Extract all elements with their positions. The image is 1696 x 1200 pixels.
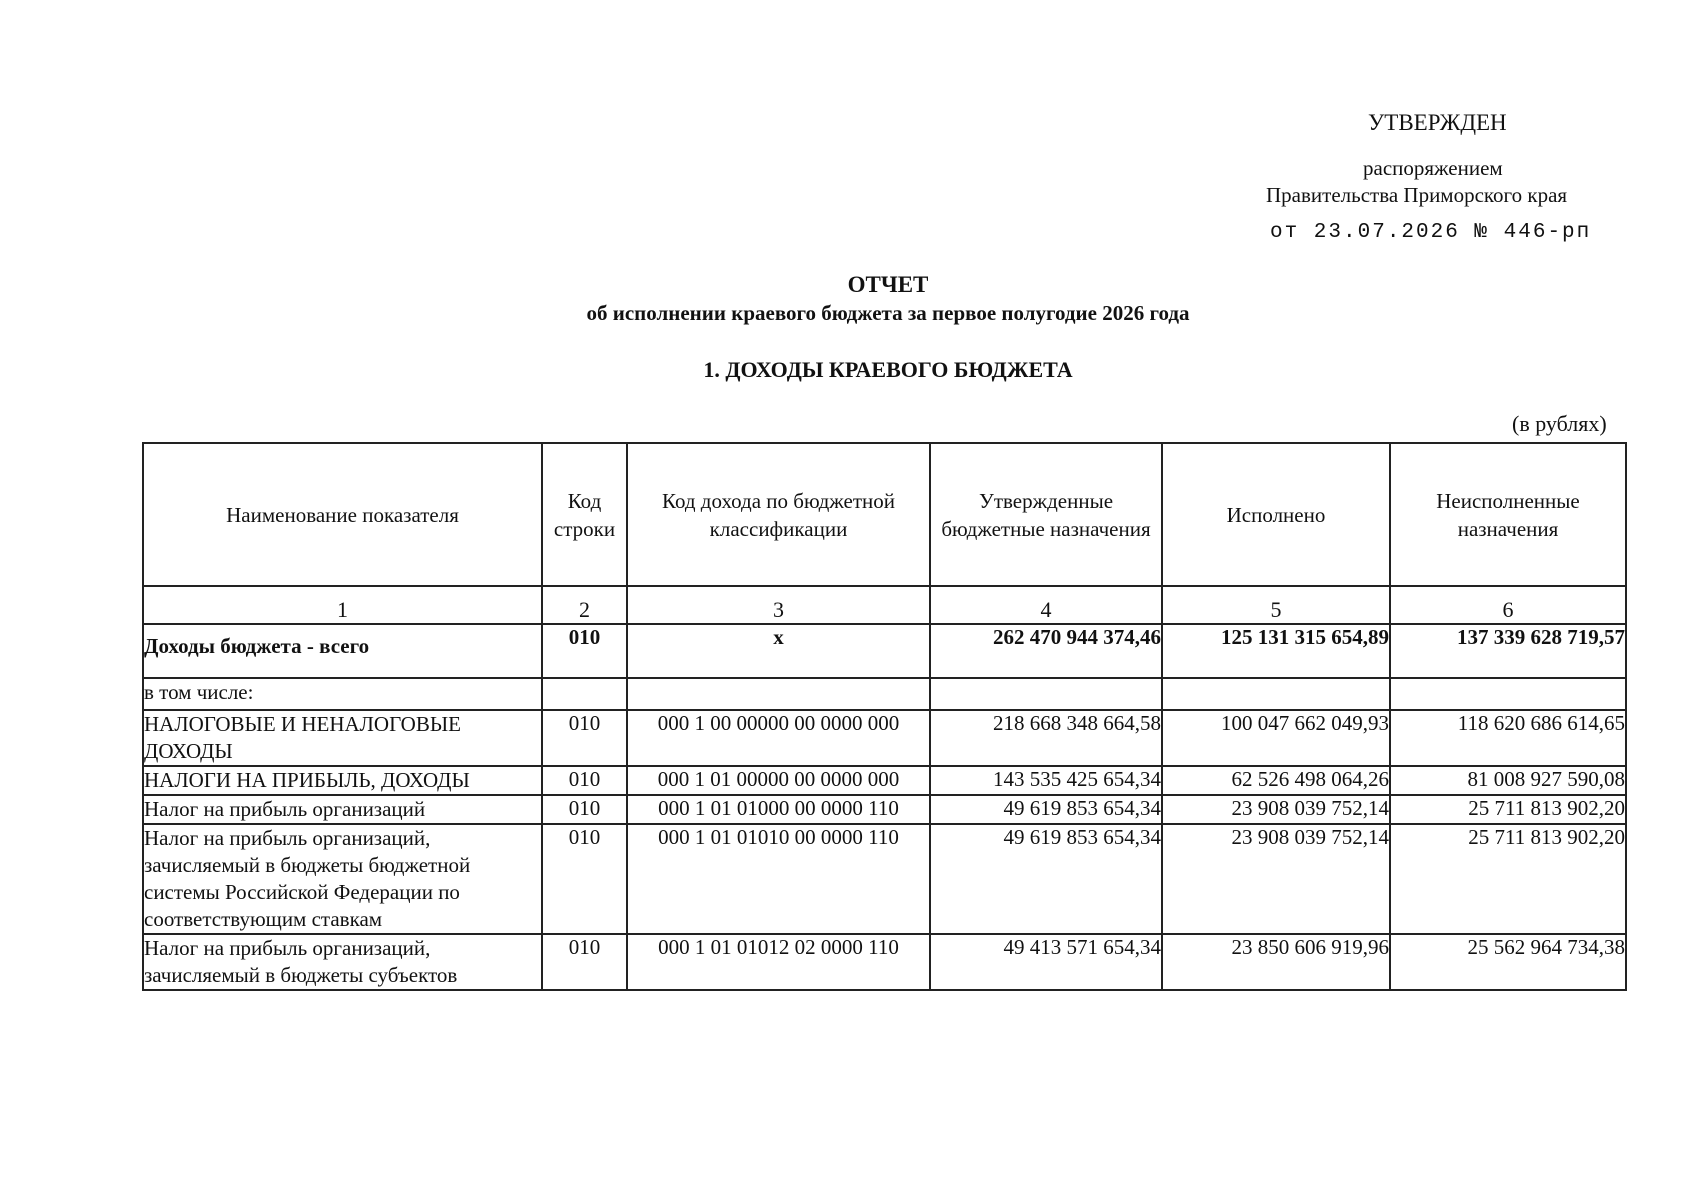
approval-line-2: Правительства Приморского края xyxy=(1266,183,1568,207)
table-row xyxy=(143,678,1626,710)
row-line-code: 010 xyxy=(542,824,627,934)
table-row xyxy=(143,766,1626,795)
row-executed: 23 850 606 919,96 xyxy=(1162,934,1390,990)
approval-date: от 23.07.2026 № 446-рп xyxy=(1270,221,1592,244)
row-unexecuted: 25 562 964 734,38 xyxy=(1390,934,1626,990)
row-executed: 23 908 039 752,14 xyxy=(1162,824,1390,934)
row-name: в том числе: xyxy=(143,678,542,710)
row-line-code: 010 xyxy=(542,934,627,990)
column-number: 6 xyxy=(1390,586,1626,624)
row-line-code: 010 xyxy=(542,624,627,678)
table-header-row xyxy=(143,443,1626,586)
row-income-code: 000 1 01 00000 00 0000 000 xyxy=(627,766,930,795)
header-income-code: Код дохода по бюджетной классификации xyxy=(627,443,930,586)
row-name: НАЛОГОВЫЕ И НЕНАЛОГОВЫЕ ДОХОДЫ xyxy=(143,710,542,766)
row-unexecuted: 25 711 813 902,20 xyxy=(1390,795,1626,824)
row-name: Налог на прибыль организаций xyxy=(143,795,542,824)
row-income-code: 000 1 01 01010 00 0000 110 xyxy=(627,824,930,934)
table-row xyxy=(143,624,1626,678)
row-income-code: 000 1 00 00000 00 0000 000 xyxy=(627,710,930,766)
header-line-code: Код строки xyxy=(542,443,627,586)
column-number: 4 xyxy=(930,586,1162,624)
row-income-code: 000 1 01 01012 02 0000 110 xyxy=(627,934,930,990)
column-number-row xyxy=(143,586,1626,624)
row-approved: 49 413 571 654,34 xyxy=(930,934,1162,990)
row-executed xyxy=(1162,678,1390,710)
row-unexecuted: 137 339 628 719,57 xyxy=(1390,624,1626,678)
column-number: 1 xyxy=(143,586,542,624)
report-subtitle: об исполнении краевого бюджета за первое полугодие 2026 года xyxy=(586,301,1190,325)
row-executed: 125 131 315 654,89 xyxy=(1162,624,1390,678)
row-name: Налог на прибыль организаций, зачисляемый в бюджеты субъектов xyxy=(143,934,542,990)
header-name: Наименование показателя xyxy=(143,443,542,586)
header-unexecuted: Неисполненные назначения xyxy=(1390,443,1626,586)
row-executed: 100 047 662 049,93 xyxy=(1162,710,1390,766)
row-name: НАЛОГИ НА ПРИБЫЛЬ, ДОХОДЫ xyxy=(143,766,542,795)
table-row xyxy=(143,824,1626,934)
row-unexecuted: 81 008 927 590,08 xyxy=(1390,766,1626,795)
table-row xyxy=(143,795,1626,824)
row-income-code: х xyxy=(627,624,930,678)
row-name: Доходы бюджета - всего xyxy=(143,624,542,678)
row-line-code: 010 xyxy=(542,766,627,795)
units-note: (в рублях) xyxy=(1512,411,1607,436)
column-number: 5 xyxy=(1162,586,1390,624)
row-approved xyxy=(930,678,1162,710)
row-approved: 262 470 944 374,46 xyxy=(930,624,1162,678)
row-executed: 62 526 498 064,26 xyxy=(1162,766,1390,795)
row-executed: 23 908 039 752,14 xyxy=(1162,795,1390,824)
row-approved: 143 535 425 654,34 xyxy=(930,766,1162,795)
row-approved: 49 619 853 654,34 xyxy=(930,795,1162,824)
row-name: Налог на прибыль организаций, зачисляемый в бюджеты бюджетной системы Российской Федерации по соответствующим ставкам xyxy=(143,824,542,934)
approval-title: УТВЕРЖДЕН xyxy=(1368,110,1507,135)
approval-stamp xyxy=(0,0,1696,260)
section-title: 1. ДОХОДЫ КРАЕВОГО БЮДЖЕТА xyxy=(703,357,1073,382)
report-title: ОТЧЕТ xyxy=(847,272,929,297)
row-approved: 218 668 348 664,58 xyxy=(930,710,1162,766)
row-income-code xyxy=(627,678,930,710)
row-unexecuted: 118 620 686 614,65 xyxy=(1390,710,1626,766)
row-income-code: 000 1 01 01000 00 0000 110 xyxy=(627,795,930,824)
header-approved: Утвержденные бюджетные назначения xyxy=(930,443,1162,586)
row-line-code: 010 xyxy=(542,710,627,766)
income-table xyxy=(142,442,1627,991)
row-line-code: 010 xyxy=(542,795,627,824)
row-unexecuted xyxy=(1390,678,1626,710)
column-number: 3 xyxy=(627,586,930,624)
header-executed: Исполнено xyxy=(1162,443,1390,586)
column-number: 2 xyxy=(542,586,627,624)
table-row xyxy=(143,934,1626,990)
table-row xyxy=(143,710,1626,766)
row-approved: 49 619 853 654,34 xyxy=(930,824,1162,934)
approval-line-1: распоряжением xyxy=(1363,156,1503,180)
row-unexecuted: 25 711 813 902,20 xyxy=(1390,824,1626,934)
row-line-code xyxy=(542,678,627,710)
